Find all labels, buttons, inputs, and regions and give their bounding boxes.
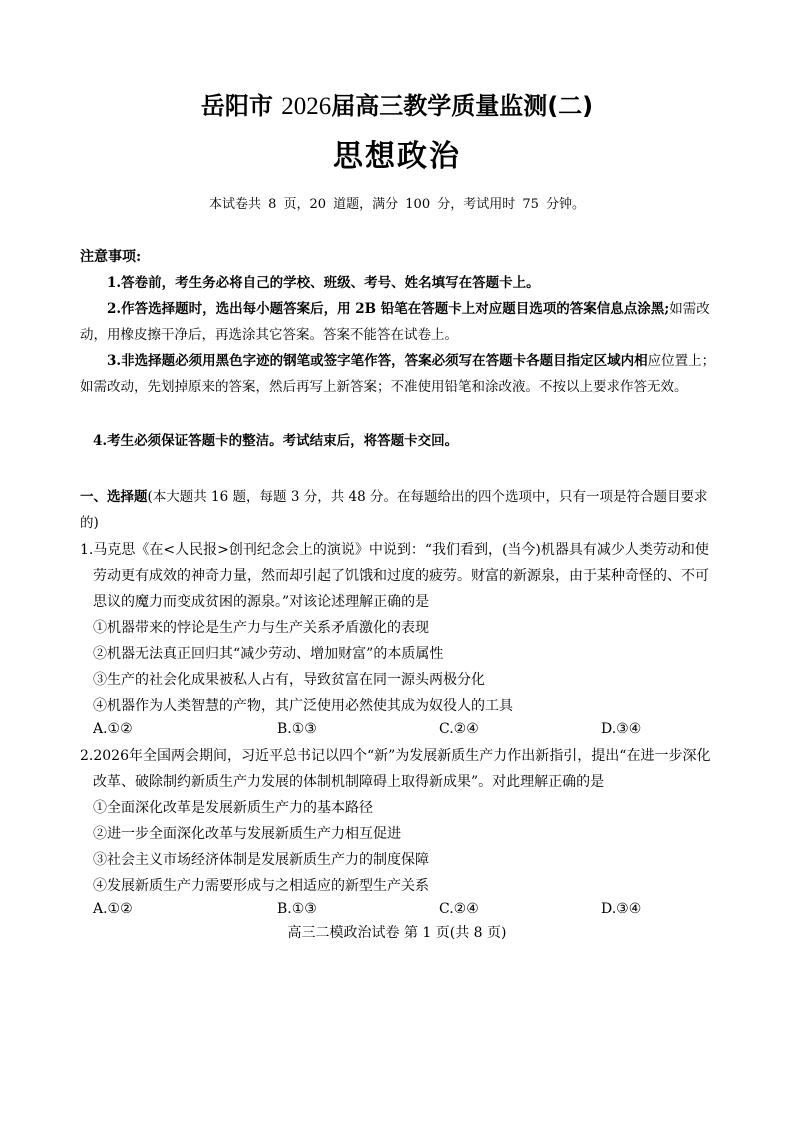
notice-item-3-rest: 应位置上；如需改动，先划掉原来的答案，然后再写上新答案；不准使用铅笔和涂改液。不按以上要求作答无效。 [80, 353, 716, 395]
choice-a: A.①② [93, 901, 133, 917]
answer-choices [93, 719, 720, 739]
question-option: ④发展新质生产力需要形成与之相适应的新型生产关系 [93, 878, 429, 894]
page-footer: 高三二模政治试卷 第 1 页(共 8 页) [287, 925, 507, 941]
notice-item-2-bold: 2.作答选择题时，选出每小题答案后，用 2B 铅笔在答题卡上对应题目选项的答案信息点涂黑; [107, 301, 670, 317]
notice-heading: 注意事项: [80, 249, 142, 265]
choice-a: A.①② [93, 721, 133, 737]
question-stem: 2.2026年全国两会期间，习近平总书记以四个“新”为发展新质生产力作出新指引，提出“在进一步深化改革、破除制约新质生产力发展的体制机制障碍上取得新成果”。对此理解正确的是 [80, 748, 711, 790]
section-heading: 一、选择题 [80, 489, 148, 505]
question-2 [80, 743, 720, 919]
notice-item-4-text: 4.考生必须保证答题卡的整洁。考试结束后，将答题卡交回。 [93, 433, 459, 449]
title-suffix: 届高三教学质量监测(二) [331, 92, 594, 120]
exam-info: 本试卷共 8 页，20 道题，满分 100 分，考试用时 75 分钟。 [208, 197, 586, 212]
subject-title: 思想政治 [333, 139, 461, 174]
question-option: ②进一步全面深化改革与发展新质生产力相互促进 [93, 826, 401, 842]
question-stem: 1.马克思《在<人民报>创刊纪念会上的演说》中说到：“我们看到，(当今)机器具有减少人类劳动和使劳动更有成效的神奇力量，然而却引起了饥饿和过度的疲劳。财富的新源泉，由于某种奇怪的、不可思议的魔力而变成贫困的源泉。”对该论述理解正确的是 [80, 542, 709, 610]
notice-item-1-text: 1.答卷前，考生务必将自己的学校、班级、考号、姓名填写在答题卡上。 [107, 275, 540, 291]
question-option: ③生产的社会化成果被私人占有，导致贫富在同一源头两极分化 [93, 672, 485, 688]
notice-item-3 [80, 348, 716, 400]
section-one [80, 484, 716, 536]
question-option: ③社会主义市场经济体制是发展新质生产力的制度保障 [93, 852, 429, 868]
question-option: ④机器作为人类智慧的产物，其广泛使用必然使其成为奴役人的工具 [93, 698, 513, 714]
answer-choices [93, 899, 720, 919]
question-1 [80, 537, 720, 739]
notice-item-1 [80, 270, 716, 296]
notice-item-2 [80, 296, 716, 348]
question-option: ②机器无法真正回归其“减少劳动、增加财富”的本质属性 [93, 646, 444, 662]
title-year: 2026 [281, 93, 332, 120]
notice-item-4 [80, 428, 716, 454]
choice-b: B.①③ [277, 901, 317, 917]
choice-c: C.②④ [439, 901, 479, 917]
question-option: ①机器带来的悖论是生产力与生产关系矛盾激化的表现 [93, 620, 429, 636]
choice-b: B.①③ [277, 721, 317, 737]
question-option: ①全面深化改革是发展新质生产力的基本路径 [93, 800, 373, 816]
notice-item-2-rest: 如需改动，用橡皮擦干净后，再选涂其它答案。答案不能答在试卷上。 [80, 301, 710, 343]
exam-title [0, 86, 794, 121]
section-desc: (本大题共 16 题，每题 3 分，共 48 分。在每题给出的四个选项中，只有一项是符合题目要求的) [80, 489, 708, 531]
title-prefix: 岳阳市 [200, 92, 273, 120]
choice-d: D.③④ [601, 901, 642, 917]
choice-d: D.③④ [601, 721, 642, 737]
choice-c: C.②④ [439, 721, 479, 737]
notice-item-3-bold: 3.非选择题必须用黑色字迹的钢笔或签字笔作答，答案必须写在答题卡各题目指定区域内相 [107, 353, 648, 369]
